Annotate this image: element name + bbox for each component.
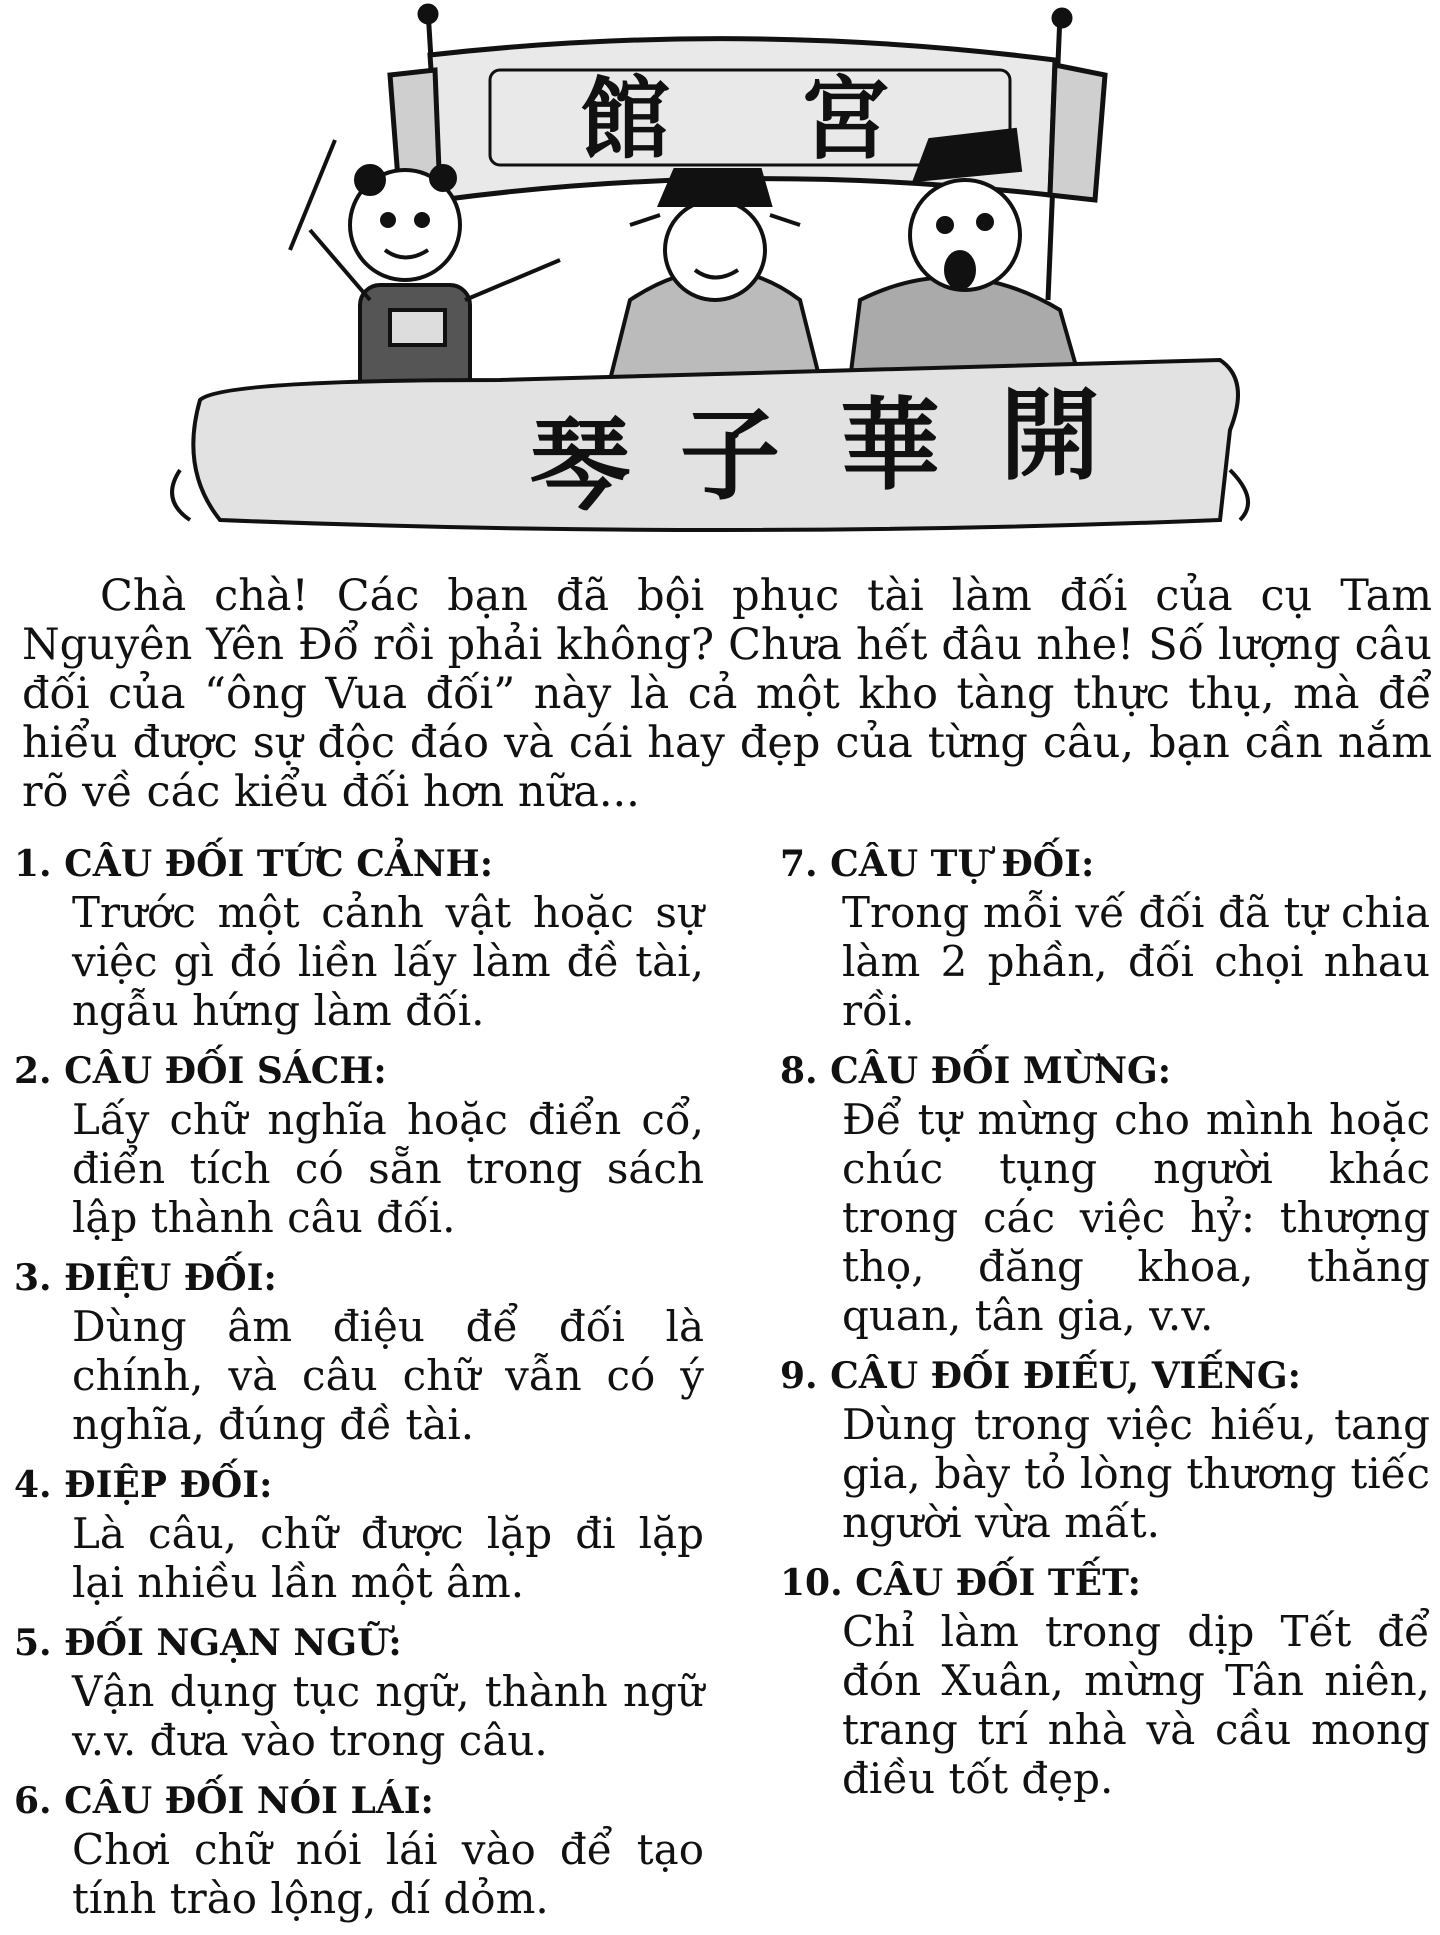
- entry-description: Chơi chữ nói lái vào để tạo tính trào lộng, dí dỏm.: [72, 1825, 704, 1923]
- entry-title: 8. CÂU ĐỐI MỪNG:: [780, 1050, 1172, 1092]
- entry-description: Dùng âm điệu để đối là chính, và câu chữ vẫn có ý nghĩa, đúng đề tài.: [72, 1302, 704, 1449]
- entry-title: 2. CÂU ĐỐI SÁCH:: [14, 1050, 387, 1092]
- entry-title: 3. ĐIỆU ĐỐI:: [14, 1257, 277, 1299]
- entry-title: 6. CÂU ĐỐI NÓI LÁI:: [14, 1780, 434, 1822]
- entry-title: 4. ĐIỆP ĐỐI:: [14, 1464, 273, 1506]
- entry-description: Trước một cảnh vật hoặc sự việc gì đó liền lấy làm đề tài, ngẫu hứng làm đối.: [72, 888, 704, 1035]
- intro-paragraph: Chà chà! Các bạn đã bội phục tài làm đối của cụ Tam Nguyên Yên Đổ rồi phải không? Chưa hết đâu nhe! Số lượng câu đối của “ông Vua đối” này là cả một kho tàng thực thụ, mà để hiểu được sự độc đáo và cái hay đẹp của từng câu, bạn cần nắm rõ về các kiểu đối hơn nữa...: [22, 571, 1432, 817]
- list-item: [780, 1559, 1430, 1803]
- bottom-banner-glyph-4: 開: [1000, 377, 1100, 494]
- list-item: [14, 1461, 704, 1607]
- list-item: [14, 1047, 704, 1242]
- left-column: [14, 840, 704, 1935]
- entry-description: Là câu, chữ được lặp đi lặp lại nhiều lần một âm.: [72, 1509, 704, 1607]
- entry-description: Vận dụng tục ngữ, thành ngữ v.v. đưa vào trong câu.: [72, 1667, 704, 1765]
- bottom-banner-glyph-2: 子: [680, 397, 780, 514]
- bottom-banner-glyph-3: 華: [840, 387, 940, 504]
- entry-title: 9. CÂU ĐỐI ĐIẾU, VIẾNG:: [780, 1355, 1301, 1397]
- list-item: [14, 1619, 704, 1765]
- entry-title: 7. CÂU TỰ ĐỐI:: [780, 843, 1095, 885]
- list-item: [14, 840, 704, 1035]
- entry-title: 5. ĐỐI NGẠN NGỮ:: [14, 1622, 402, 1664]
- cartoon-scroll-banner-icon: [160, 0, 1260, 545]
- list-item: [780, 840, 1430, 1035]
- top-banner-glyph-1: 館: [580, 67, 670, 172]
- list-item: [780, 1047, 1430, 1340]
- list-item: [14, 1777, 704, 1923]
- entry-title: 1. CÂU ĐỐI TỨC CẢNH:: [14, 843, 493, 885]
- list-item: [780, 1352, 1430, 1547]
- top-banner-glyph-2: 宮: [800, 67, 890, 172]
- bottom-banner-glyph-1: 琴: [530, 407, 630, 524]
- official-figure-1: [610, 170, 820, 380]
- entry-description: Để tự mừng cho mình hoặc chúc tụng người khác trong các việc hỷ: thượng thọ, đăng khoa, thăng quan, tân gia, v.v.: [842, 1095, 1430, 1340]
- entry-description: Dùng trong việc hiếu, tang gia, bày tỏ lòng thương tiếc người vừa mất.: [842, 1400, 1430, 1547]
- entry-title: 10. CÂU ĐỐI TẾT:: [780, 1562, 1141, 1604]
- entry-description: Chỉ làm trong dịp Tết để đón Xuân, mừng Tân niên, trang trí nhà và cầu mong điều tốt đẹp.: [842, 1607, 1430, 1803]
- list-item: [14, 1254, 704, 1449]
- entry-description: Trong mỗi vế đối đã tự chia làm 2 phần, đối chọi nhau rồi.: [842, 888, 1430, 1035]
- right-column: [780, 840, 1430, 1815]
- entry-description: Lấy chữ nghĩa hoặc điển cổ, điển tích có sẵn trong sách lập thành câu đối.: [72, 1095, 704, 1242]
